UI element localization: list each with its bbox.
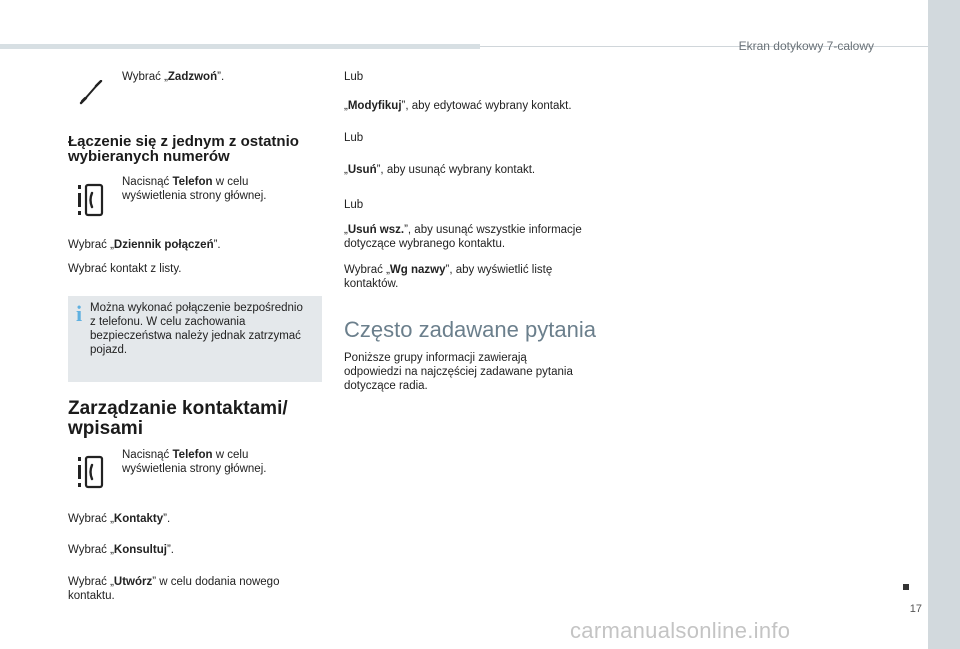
modify-instruction: „Modyfikuj”, aby edytować wybrany kontakt. [344,100,572,112]
section-title-recent: Łączenie się z jednym z ostatnio wybieranych numerów [68,133,299,165]
phone-handset-icon [78,80,104,106]
info-note-text: Można wykonać połączenie bezpośrednio z telefonu. W celu zachowania bezpieczeństwa należy jednak zatrzymać pojazd. [90,302,303,356]
by-name-instruction: Wybrać „Wg nazwy”, aby wyświetlić listę kontaktów. [344,264,553,290]
page-header-title: Ekran dotykowy 7-calowy [738,39,874,53]
or-text-2: Lub [344,132,364,144]
info-icon: i [76,301,83,326]
watermark-text: carmanualsonline.info [570,618,791,643]
s1-pick-instruction: Wybrać kontakt z listy. [68,263,182,275]
page-marker [903,584,909,590]
or-text-3: Lub [344,199,364,211]
or-text-1: Lub [344,71,364,83]
s2-press-instruction: Nacisnąć Telefon w celu wyświetlenia strony głównej. [122,449,267,475]
s1-press-instruction: Nacisnąć Telefon w celu wyświetlenia strony głównej. [122,176,267,202]
s2-contacts-instruction: Wybrać „Kontakty”. [68,513,171,525]
side-strip [928,0,960,649]
section-title-contacts: Zarządzanie kontaktami/ wpisami [68,398,288,439]
call-instruction: Wybrać „Zadzwoń”. [122,71,225,83]
s1-log-instruction: Wybrać „Dziennik połączeń”. [68,239,221,251]
s2-consult-instruction: Wybrać „Konsultuj”. [68,544,174,556]
header-bar [0,44,480,49]
faq-title: Często zadawane pytania [344,317,596,342]
delete-all-instruction: „Usuń wsz.”, aby usunąć wszystkie informacje dotyczące wybranego kontaktu. [344,224,582,250]
delete-instruction: „Usuń”, aby usunąć wybrany kontakt. [344,164,536,176]
faq-text: Poniższe grupy informacji zawierają odpowiedzi na najczęściej zadawane pytania dotyczące radia. [344,352,573,392]
phone-menu-icon [76,183,106,217]
info-note [68,296,322,382]
phone-menu-icon [76,455,106,489]
s2-create-instruction: Wybrać „Utwórz” w celu dodania nowego kontaktu. [68,576,280,602]
page-number: 17 [909,603,922,615]
